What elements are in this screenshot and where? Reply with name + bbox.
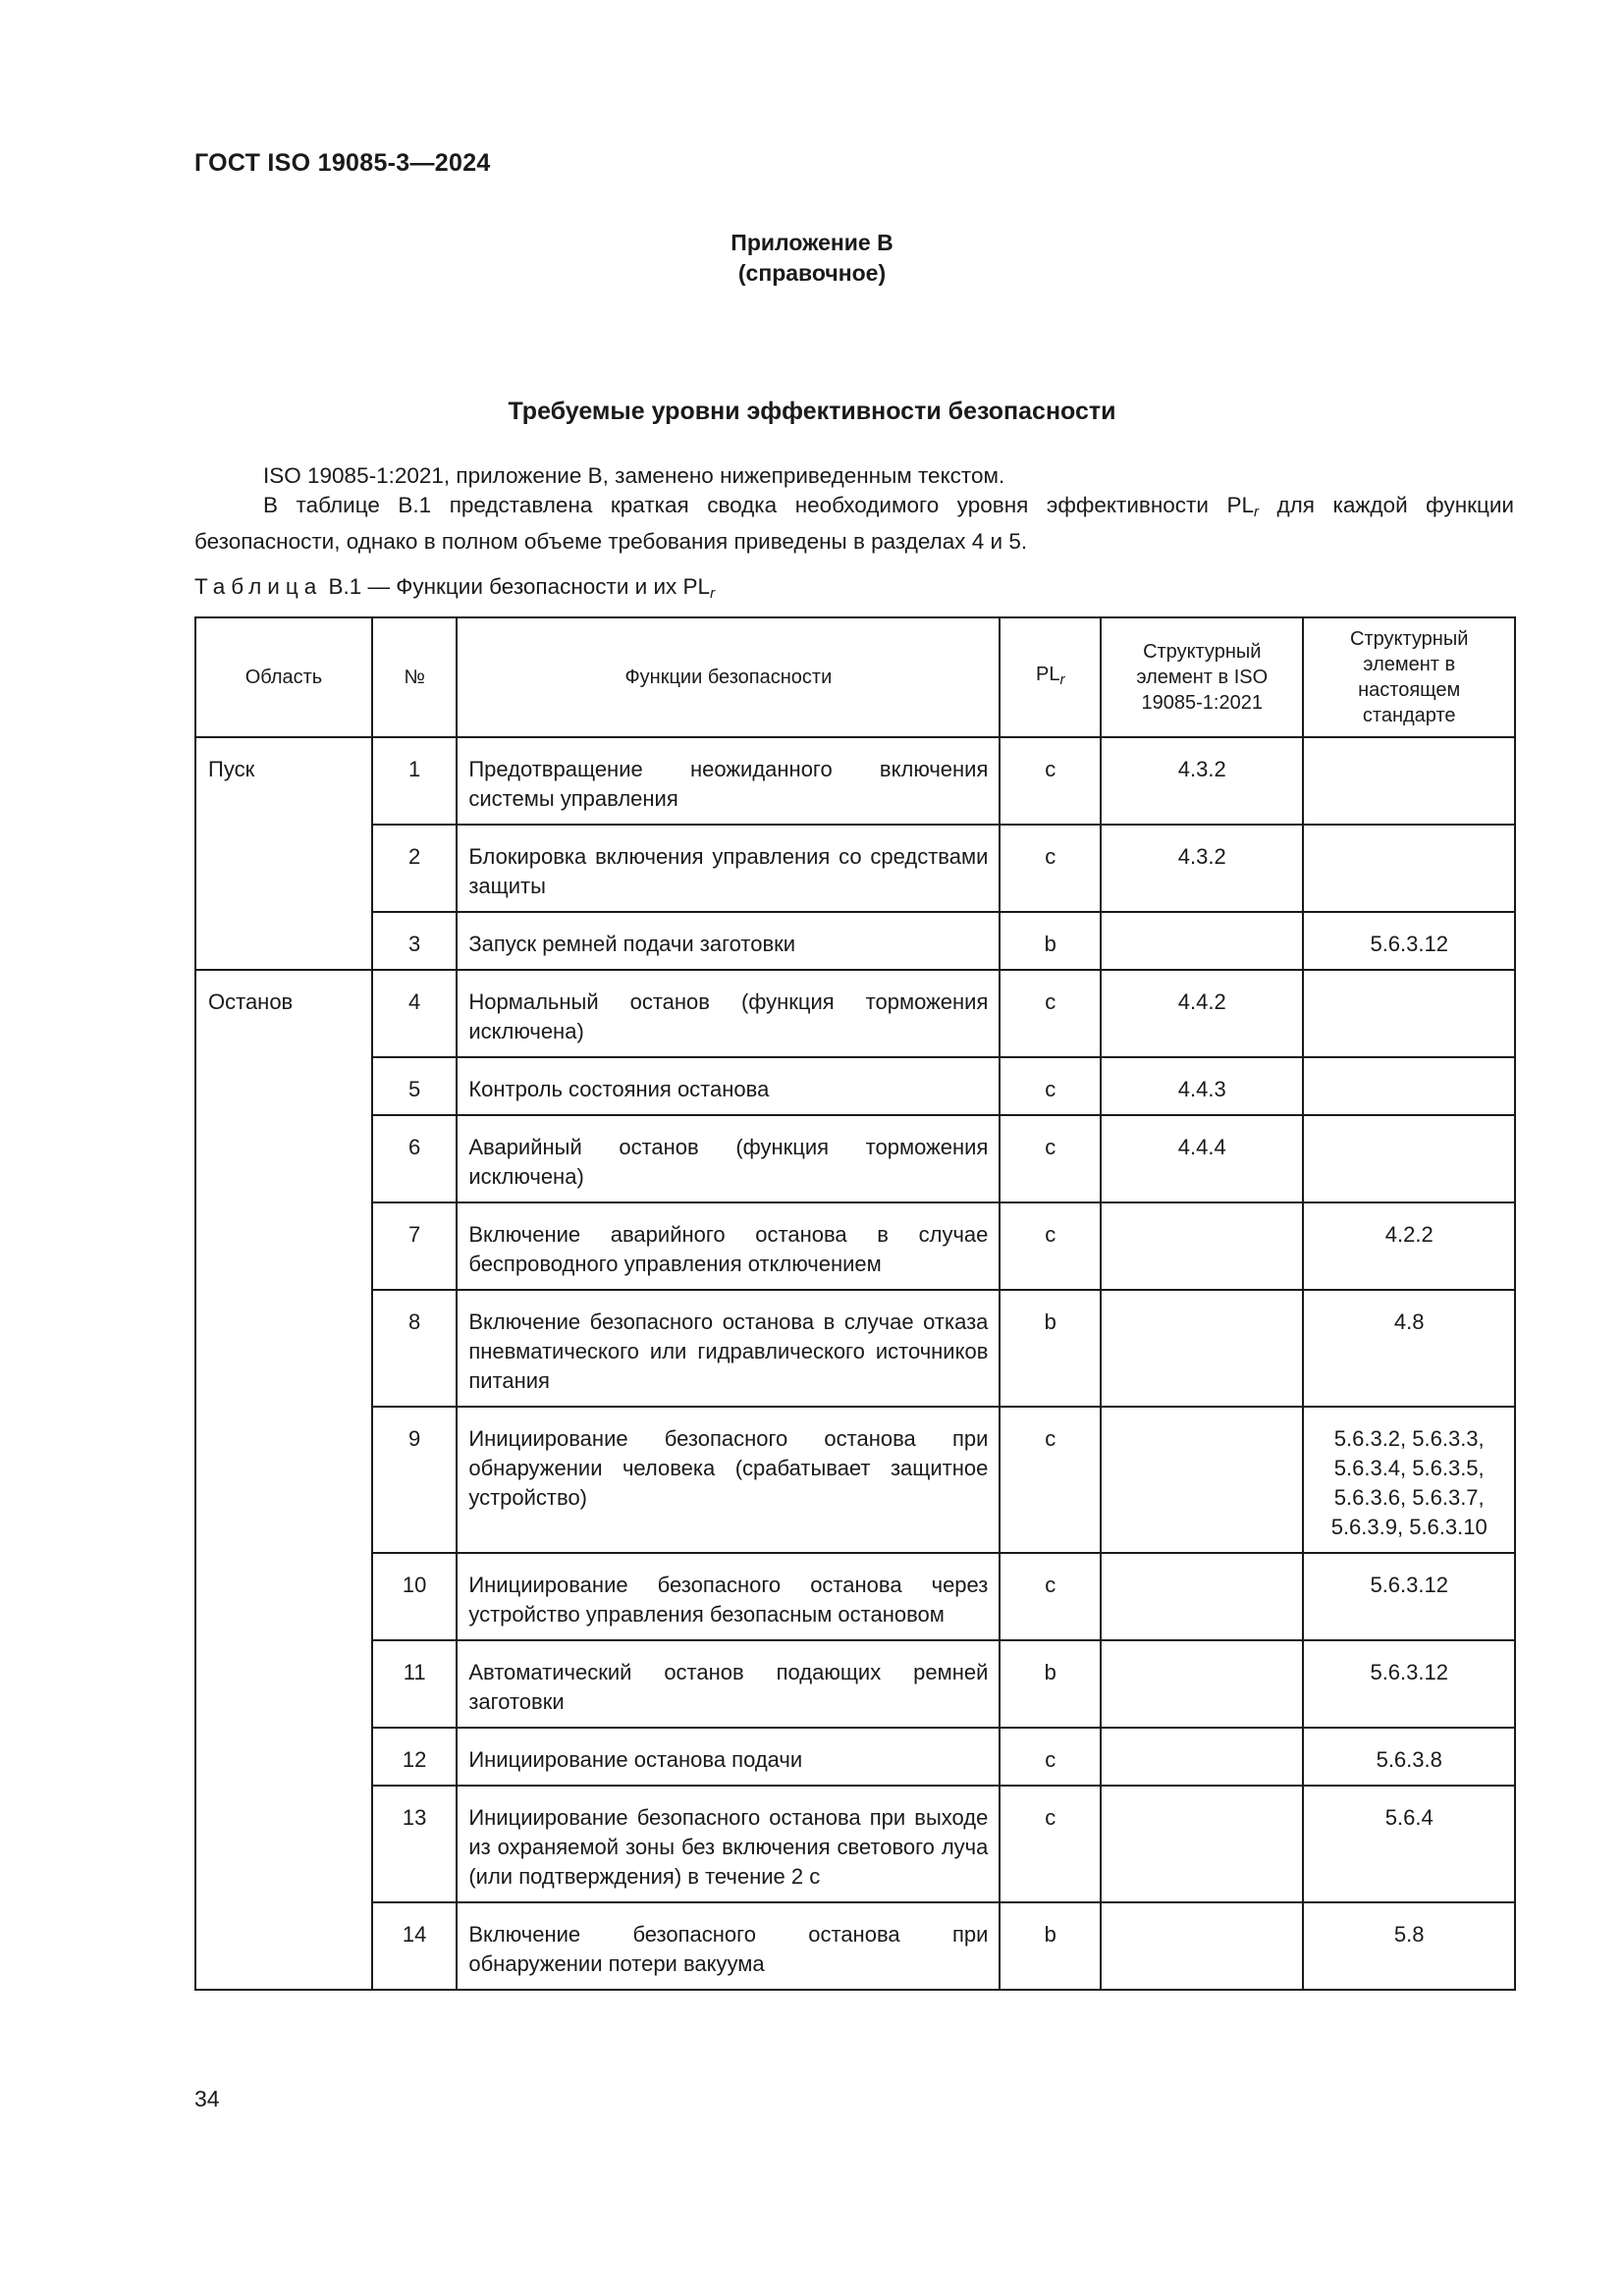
table-row — [195, 1786, 1515, 1902]
cell-pl: b — [1000, 1902, 1101, 1990]
table-row — [195, 1057, 1515, 1115]
cell-function: Включение аварийного останова в случае беспроводного управления отключением — [457, 1202, 1000, 1290]
cell-function: Включение безопасного останова при обнаружении потери вакуума — [457, 1902, 1000, 1990]
header-ref-std: Структурный элемент в настоящем стандарте — [1303, 617, 1515, 737]
cell-pl: c — [1000, 825, 1101, 912]
cell-function: Инициирование безопасного останова через устройство управления безопасным остановом — [457, 1553, 1000, 1640]
cell-ref-std — [1303, 825, 1515, 912]
intro-p2-subscript: r — [1253, 504, 1259, 520]
cell-ref-std — [1303, 737, 1515, 825]
cell-area: Останов — [195, 970, 372, 1990]
cell-ref-iso — [1101, 912, 1303, 970]
cell-num: 2 — [372, 825, 457, 912]
table-caption-text: В.1 — Функции безопасности и их PL — [322, 574, 711, 599]
section-title: Требуемые уровни эффективности безопасности — [508, 398, 1116, 425]
cell-ref-std — [1303, 1115, 1515, 1202]
cell-num: 8 — [372, 1290, 457, 1407]
cell-ref-iso — [1101, 1640, 1303, 1728]
header-pl-subscript: r — [1059, 671, 1065, 688]
cell-ref-std: 5.6.3.12 — [1303, 912, 1515, 970]
cell-num: 3 — [372, 912, 457, 970]
cell-num: 13 — [372, 1786, 457, 1902]
table-caption-subscript: r — [710, 585, 716, 602]
header-pl — [1000, 617, 1101, 737]
header-function: Функции безопасности — [457, 617, 1000, 737]
cell-pl: b — [1000, 1640, 1101, 1728]
cell-function: Предотвращение неожиданного включения системы управления — [457, 737, 1000, 825]
cell-pl: c — [1000, 1407, 1101, 1553]
cell-area: Пуск — [195, 737, 372, 970]
cell-ref-iso — [1101, 1202, 1303, 1290]
cell-function: Блокировка включения управления со средствами защиты — [457, 825, 1000, 912]
table-row — [195, 1290, 1515, 1407]
header-pl-text: PL — [1035, 664, 1060, 685]
cell-ref-iso — [1101, 1728, 1303, 1786]
intro-paragraph-1: ISO 19085-1:2021, приложение В, заменено нижеприведенным текстом. — [263, 463, 1005, 488]
cell-function: Инициирование безопасного останова при обнаружении человека (срабатывает защитное устройство) — [457, 1407, 1000, 1553]
cell-pl: c — [1000, 1553, 1101, 1640]
cell-num: 11 — [372, 1640, 457, 1728]
cell-pl: c — [1000, 970, 1101, 1057]
cell-pl: c — [1000, 1786, 1101, 1902]
cell-ref-iso: 4.3.2 — [1101, 825, 1303, 912]
cell-ref-std: 5.8 — [1303, 1902, 1515, 1990]
cell-pl: b — [1000, 1290, 1101, 1407]
cell-ref-iso: 4.4.2 — [1101, 970, 1303, 1057]
cell-num: 9 — [372, 1407, 457, 1553]
document-header: ГОСТ ISO 19085-3—2024 — [194, 149, 491, 177]
cell-function: Аварийный останов (функция торможения исключена) — [457, 1115, 1000, 1202]
cell-ref-std: 5.6.4 — [1303, 1786, 1515, 1902]
table-caption — [194, 574, 715, 602]
cell-num: 1 — [372, 737, 457, 825]
cell-pl: c — [1000, 1728, 1101, 1786]
table-row — [195, 1902, 1515, 1990]
cell-num: 6 — [372, 1115, 457, 1202]
table-caption-label: Таблица — [194, 574, 323, 599]
cell-num: 4 — [372, 970, 457, 1057]
table-row — [195, 1728, 1515, 1786]
cell-ref-std: 4.2.2 — [1303, 1202, 1515, 1290]
header-ref-iso: Структурный элемент в ISO 19085-1:2021 — [1101, 617, 1303, 737]
cell-num: 5 — [372, 1057, 457, 1115]
table-row — [195, 912, 1515, 970]
table-row — [195, 1553, 1515, 1640]
cell-function: Автоматический останов подающих ремней заготовки — [457, 1640, 1000, 1728]
cell-ref-iso: 4.3.2 — [1101, 737, 1303, 825]
table-body — [195, 737, 1515, 1990]
cell-ref-iso — [1101, 1902, 1303, 1990]
cell-function: Инициирование останова подачи — [457, 1728, 1000, 1786]
intro-paragraph-2 — [194, 491, 1514, 557]
cell-ref-iso: 4.4.4 — [1101, 1115, 1303, 1202]
table-row — [195, 1115, 1515, 1202]
cell-num: 12 — [372, 1728, 457, 1786]
cell-ref-std: 5.6.3.8 — [1303, 1728, 1515, 1786]
cell-ref-std: 4.8 — [1303, 1290, 1515, 1407]
table-row — [195, 1202, 1515, 1290]
appendix-subtitle: (справочное) — [737, 260, 887, 286]
cell-function: Включение безопасного останова в случае отказа пневматического или гидравлического источников питания — [457, 1290, 1000, 1407]
table-row — [195, 1407, 1515, 1553]
cell-ref-std: 5.6.3.12 — [1303, 1553, 1515, 1640]
safety-functions-table — [194, 616, 1516, 1991]
cell-function: Нормальный останов (функция торможения исключена) — [457, 970, 1000, 1057]
header-number: № — [372, 617, 457, 737]
cell-ref-std: 5.6.3.2, 5.6.3.3, 5.6.3.4, 5.6.3.5, 5.6.3.6, 5.6.3.7, 5.6.3.9, 5.6.3.10 — [1303, 1407, 1515, 1553]
cell-ref-iso — [1101, 1553, 1303, 1640]
cell-ref-iso: 4.4.3 — [1101, 1057, 1303, 1115]
table-row — [195, 737, 1515, 825]
cell-ref-std — [1303, 970, 1515, 1057]
cell-pl: c — [1000, 1115, 1101, 1202]
cell-num: 7 — [372, 1202, 457, 1290]
table-row — [195, 825, 1515, 912]
table-row — [195, 970, 1515, 1057]
table-row — [195, 1640, 1515, 1728]
cell-ref-iso — [1101, 1786, 1303, 1902]
page-number: 34 — [194, 2086, 220, 2111]
header-area: Область — [195, 617, 372, 737]
cell-ref-iso — [1101, 1407, 1303, 1553]
intro-p2-text-before: В таблице В.1 представлена краткая сводка необходимого уровня эффективности PL — [263, 493, 1254, 517]
cell-ref-std: 5.6.3.12 — [1303, 1640, 1515, 1728]
cell-num: 10 — [372, 1553, 457, 1640]
cell-pl: b — [1000, 912, 1101, 970]
cell-pl: c — [1000, 737, 1101, 825]
cell-ref-iso — [1101, 1290, 1303, 1407]
appendix-title: Приложение В — [731, 230, 893, 255]
appendix-heading — [0, 228, 1624, 289]
cell-pl: c — [1000, 1202, 1101, 1290]
cell-pl: c — [1000, 1057, 1101, 1115]
cell-ref-std — [1303, 1057, 1515, 1115]
cell-function: Запуск ремней подачи заготовки — [457, 912, 1000, 970]
intro-p2-text-after: для каждой функции безопасности, однако в полном объеме требования приведены в разделах 4 и 5. — [194, 493, 1514, 554]
table-header-row — [195, 617, 1515, 737]
cell-function: Инициирование безопасного останова при выходе из охраняемой зоны без включения светового луча (или подтверждения) в течение 2 с — [457, 1786, 1000, 1902]
cell-num: 14 — [372, 1902, 457, 1990]
cell-function: Контроль состояния останова — [457, 1057, 1000, 1115]
